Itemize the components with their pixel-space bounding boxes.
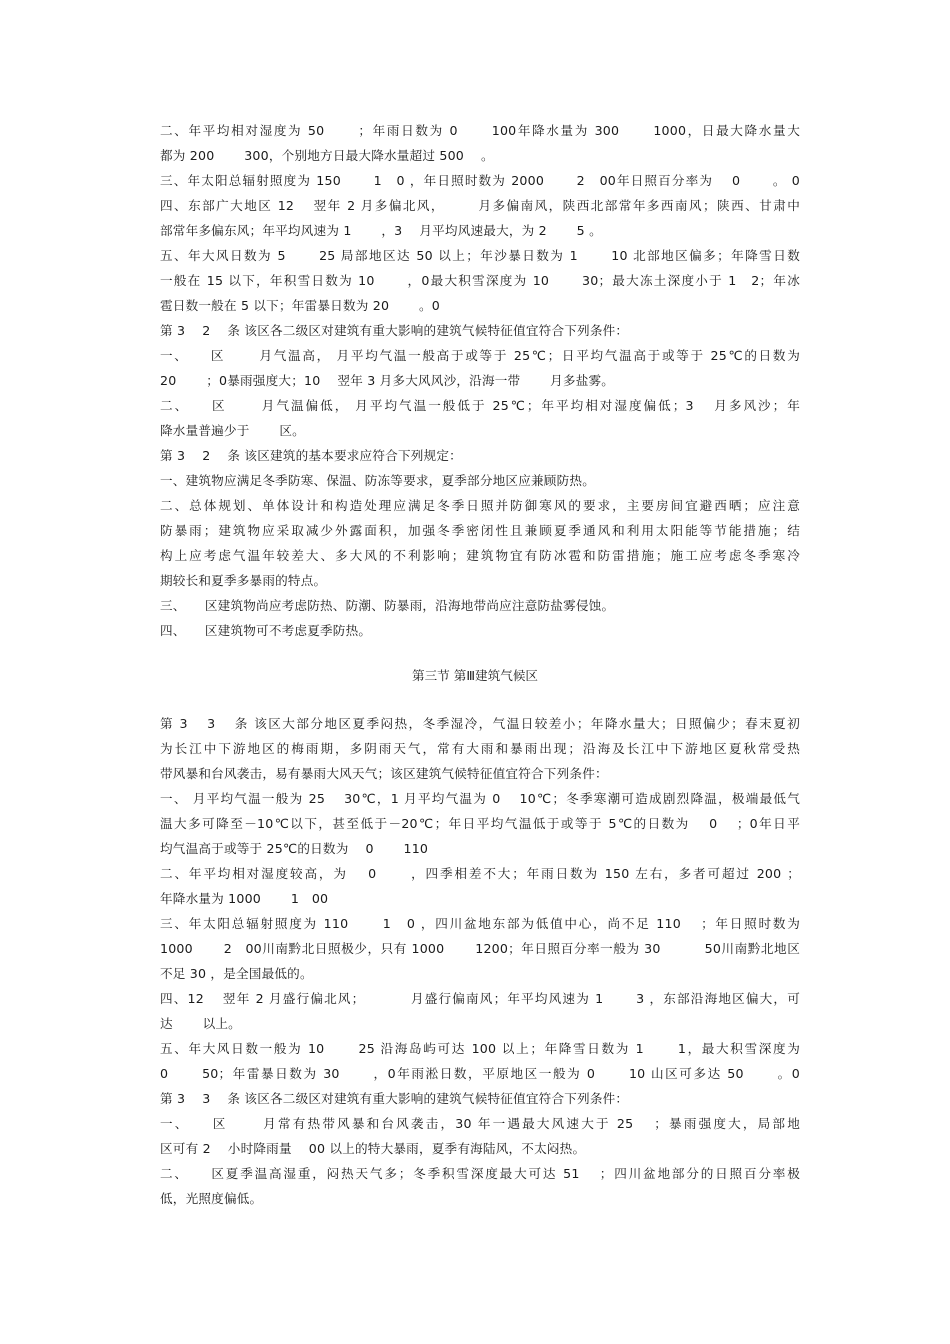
text-line: 三、年太阳总辐射照度为 150 1 0 ，年日照时数为 2000 2 00年日照百分率为 0 。 0 xyxy=(160,173,800,188)
text-line: 部常年多偏东风；年平均风速为 1 ，3 月平均风速最大，为 2 5 。 xyxy=(160,223,602,238)
text-line: 一般在 15 以下，年积雪日数为 10 ，0最大积雪深度为 10 30；最大冻土深度小于 1 2；年冰 xyxy=(160,273,800,288)
text-line: 构上应考虑气温年较差大、多大风的不利影响；建筑物宜有防冰雹和防雷措施；施工应考虑冬季寒冷 xyxy=(160,548,800,563)
text-line: 一、建筑物应满足冬季防寒、保温、防冻等要求，夏季部分地区应兼顾防热。 xyxy=(160,473,595,488)
article-heading: 第 3 3 条 该区大部分地区夏季闷热，冬季湿冷，气温日较差小；年降水量大；日照偏少；春末夏初 xyxy=(160,716,800,731)
text-line: 低，光照度偏低。 xyxy=(160,1191,263,1206)
text-line: 二、总体规划、单体设计和构造处理应满足冬季日照并防御寒风的要求，主要房间宜避西晒；应注意 xyxy=(160,498,800,513)
text-line: 三、 区建筑物尚应考虑防热、防潮、防暴雨，沿海地带尚应注意防盐雾侵蚀。 xyxy=(160,598,615,613)
section-heading: 第三节 第Ⅲ建筑气候区 xyxy=(411,668,539,683)
text-line: 四、 区建筑物可不考虑夏季防热。 xyxy=(160,623,372,638)
text-line: 三、年太阳总辐射照度为 110 1 0 ，四川盆地东部为低值中心，尚不足 110 ；年日照时数为 xyxy=(160,916,800,931)
article-heading: 第 3 2 条 该区各二级区对建筑有重大影响的建筑气候特征值宜符合下列条件： xyxy=(160,323,629,338)
text-line: 二、 区 月气温偏低， 月平均气温一般低于 25℃；年平均相对湿度偏低；3 月多风沙；年 xyxy=(160,398,800,413)
text-line: 一、 区 月气温高， 月平均气温一般高于或等于 25℃；日平均气温高于或等于 25℃的日数为 xyxy=(160,348,800,363)
text-line: 不足 30 ，是全国最低的。 xyxy=(160,966,313,981)
text-line: 20 ；0暴雨强度大；10 翌年 3 月多大风风沙，沿海一带 月多盐雾。 xyxy=(160,373,615,388)
text-line: 一、 月平均气温一般为 25 30℃，1 月平均气温为 0 10℃；冬季寒潮可造成剧烈降温，极端最低气 xyxy=(160,791,800,806)
text-line: 温大多可降至－10℃以下，甚至低于－20℃；年日平均气温低于或等于 5℃的日数为 0 ；0年日平 xyxy=(160,816,800,831)
text-line: 年降水量为 1000 1 00 xyxy=(160,891,329,906)
text-line: 四、东部广大地区 12 翌年 2 月多偏北风， 月多偏南风，陕西北部常年多西南风；陕西、甘肃中 xyxy=(160,198,800,213)
text-line: 均气温高于或等于 25℃的日数为 0 110 xyxy=(160,841,429,856)
text-line: 四、12 翌年 2 月盛行偏北风； 月盛行偏南风；年平均风速为 1 3 ，东部沿海地区偏大，可 xyxy=(160,991,800,1006)
text-line: 二、年平均相对湿度较高，为 0 ，四季相差不大；年雨日数为 150 左右，多者可超过 200 ； xyxy=(160,866,800,881)
text-line: 期较长和夏季多暴雨的特点。 xyxy=(160,573,327,588)
text-line: 雹日数一般在 5 以下；年雷暴日数为 20 。0 xyxy=(160,298,440,313)
article-heading: 第 3 2 条 该区建筑的基本要求应符合下列规定： xyxy=(160,448,462,463)
text-line: 为长江中下游地区的梅雨期，多阴雨天气，常有大雨和暴雨出现；沿海及长江中下游地区夏秋常受热 xyxy=(160,741,800,756)
text-line: 二、 区夏季温高湿重，闷热天气多；冬季积雪深度最大可达 51 ；四川盆地部分的日照百分率极 xyxy=(160,1166,800,1181)
text-line: 五、年大风日数一般为 10 25 沿海岛屿可达 100 以上；年降雪日数为 1 1，最大积雪深度为 xyxy=(160,1041,800,1056)
text-line: 区可有 2 小时降雨量 00 以上的特大暴雨，夏季有海陆风，不太闷热。 xyxy=(160,1141,586,1156)
article-heading: 第 3 3 条 该区各二级区对建筑有重大影响的建筑气候特征值宜符合下列条件： xyxy=(160,1091,629,1106)
text-line: 0 50；年雷暴日数为 30 ，0年雨淞日数，平原地区一般为 0 10 山区可多达 50 。0 xyxy=(160,1066,800,1081)
text-line: 带风暴和台风袭击，易有暴雨大风天气；该区建筑气候特征值宜符合下列条件： xyxy=(160,766,608,781)
text-line: 降水量普遍少于 区。 xyxy=(160,423,305,438)
text-line: 防暴雨；建筑物应采取减少外露面积，加强冬季密闭性且兼顾夏季通风和利用太阳能等节能措施；结 xyxy=(160,523,800,538)
text-line: 五、年大风日数为 5 25 局部地区达 50 以上；年沙暴日数为 1 10 北部地区偏多；年降雪日数 xyxy=(160,248,800,263)
text-line: 达 以上。 xyxy=(160,1016,241,1031)
text-line: 二、年平均相对湿度为 50 ；年雨日数为 0 100年降水量为 300 1000，日最大降水量大 xyxy=(160,123,800,138)
text-line: 都为 200 300，个别地方日最大降水量超过 500 。 xyxy=(160,148,494,163)
text-line: 一、 区 月常有热带风暴和台风袭击，30 年一遇最大风速大于 25 ；暴雨强度大，局部地 xyxy=(160,1116,800,1131)
text-line: 1000 2 00川南黔北日照极少，只有 1000 1200；年日照百分率一般为 30 50川南黔北地区 xyxy=(160,941,800,956)
